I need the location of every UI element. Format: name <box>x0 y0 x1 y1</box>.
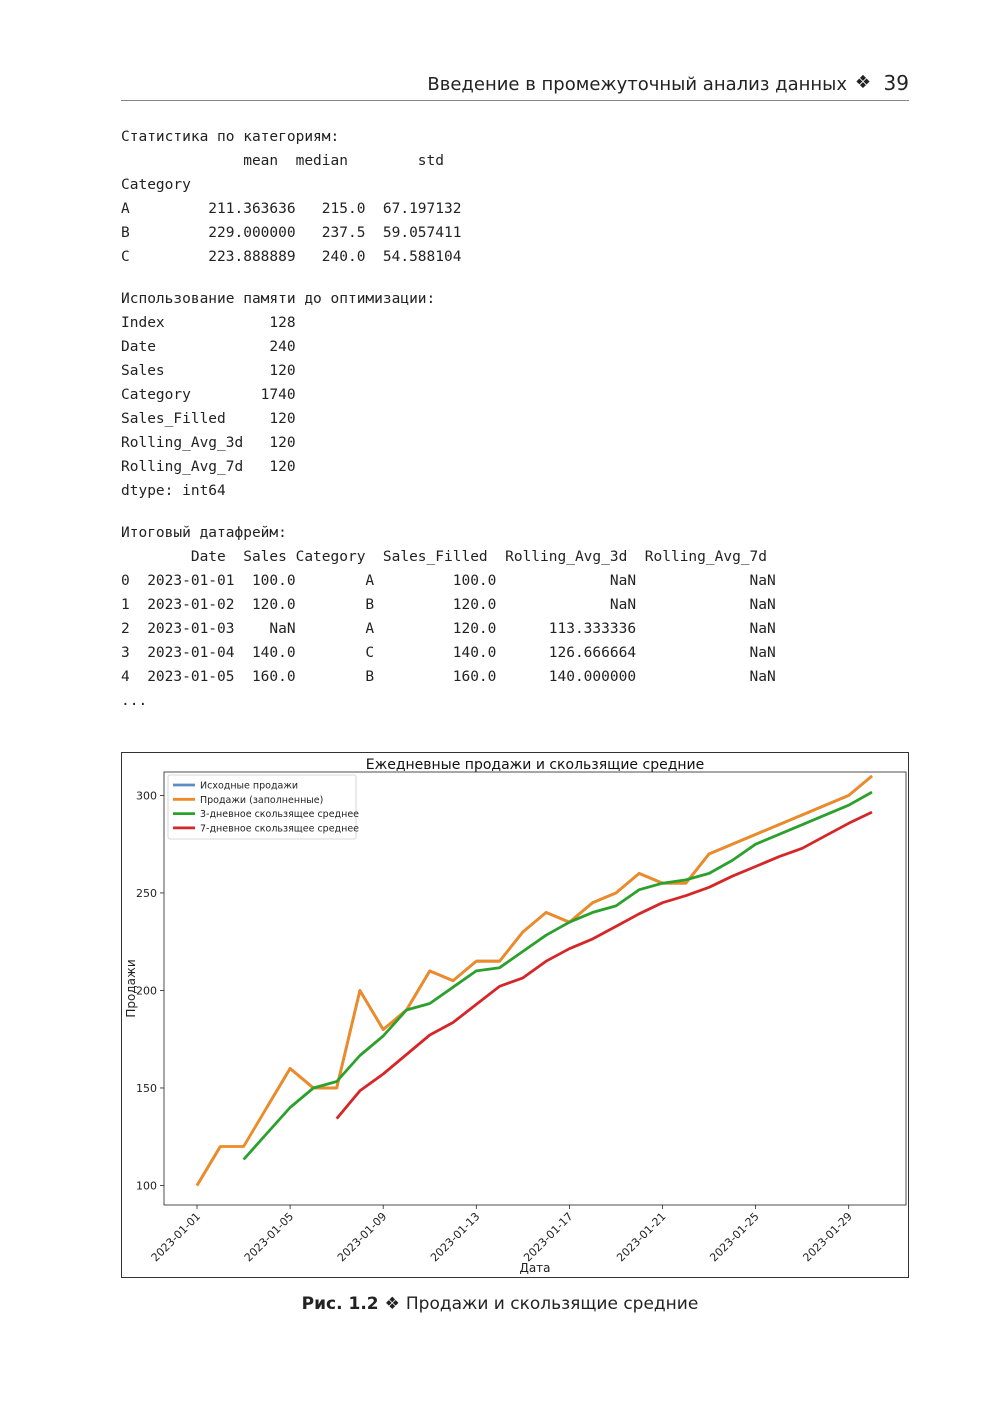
category-stats-output: Статистика по категориям: mean median std Category A 211.363636 215.0 67.197132 B 229.000000 237.5 59.057411 C 223.888889 240.0 54.588104 <box>121 129 462 265</box>
x-tick-label: 2023-01-25 <box>707 1209 762 1265</box>
legend-label: 7-дневное скользящее среднее <box>200 823 360 835</box>
running-head-separator-icon: ❖ <box>854 72 871 93</box>
series-line-3 <box>244 792 872 1159</box>
y-tick-label: 150 <box>136 1081 157 1095</box>
y-tick-label: 300 <box>136 789 157 803</box>
figure-caption-label: Рис. 1.2 <box>301 1294 379 1314</box>
x-tick-label: 2023-01-21 <box>614 1209 669 1265</box>
x-tick-label: 2023-01-05 <box>241 1209 297 1265</box>
x-tick-label: 2023-01-13 <box>428 1209 483 1265</box>
memory-usage-output: Использование памяти до оптимизации: Index 128 Date 240 Sales 120 Category 1740 Sales_Filled 120 Rolling_Avg_3d 120 Rolling_Avg_7d 120 dtype: int64 <box>121 291 436 499</box>
x-tick-label: 2023-01-17 <box>521 1209 576 1265</box>
final-dataframe-output: Итоговый датафрейм: Date Sales Category Sales_Filled Rolling_Avg_3d Rolling_Avg_7d 0 2023-01-01 100.0 A 100.0 NaN NaN 1 2023-01-02 120.0 B 120.0 NaN NaN 2 2023-01-03 NaN A 120.0 113.333336 NaN 3 2023-01-04 140.0 C 140.0 126.666664 NaN 4 2023-01-05 160.0 B 160.0 140.000000 NaN ... <box>121 525 776 709</box>
figure-caption-separator-icon: ❖ <box>384 1294 400 1314</box>
x-axis-label: Дата <box>519 1261 551 1275</box>
y-tick-label: 250 <box>136 886 157 900</box>
legend-label: Продажи (заполненные) <box>200 794 324 806</box>
y-axis-label: Продажи <box>124 959 138 1018</box>
running-head-title: Введение в промежуточный анализ данных <box>427 74 847 95</box>
legend-label: 3-дневное скользящее среднее <box>200 809 360 821</box>
line-chart <box>122 753 908 1277</box>
y-tick-label: 100 <box>136 1179 157 1193</box>
y-tick-label: 200 <box>136 984 157 998</box>
figure-caption-text: Продажи и скользящие средние <box>405 1294 699 1314</box>
page-number: 39 <box>883 71 909 95</box>
series-line-4 <box>337 812 872 1119</box>
x-tick-label: 2023-01-09 <box>334 1209 390 1265</box>
running-head <box>121 70 909 101</box>
figure-frame <box>121 752 909 1278</box>
chart-title: Ежедневные продажи и скользящие средние <box>365 757 705 773</box>
legend-label: Исходные продажи <box>200 780 299 792</box>
x-tick-label: 2023-01-29 <box>800 1209 855 1265</box>
x-tick-label: 2023-01-01 <box>148 1209 204 1265</box>
figure-caption <box>0 1294 1000 1314</box>
